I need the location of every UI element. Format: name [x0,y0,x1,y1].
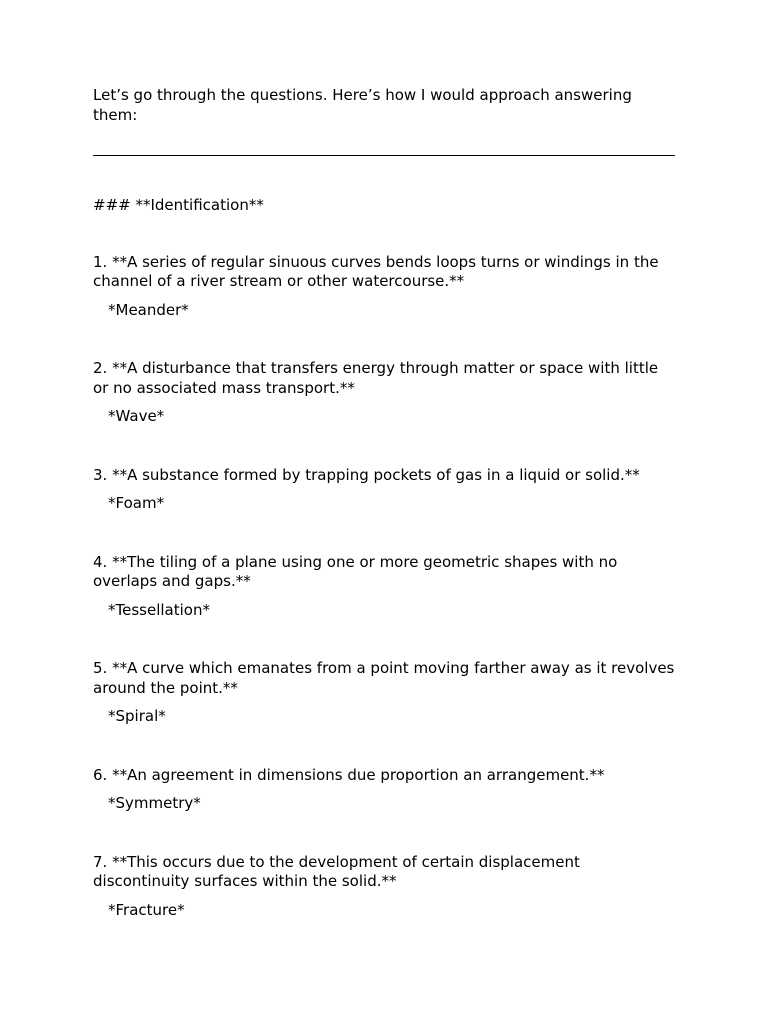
question-text: 4. **The tiling of a plane using one or more geometric shapes with no overlaps and gaps.** [93,552,618,590]
question-text: 7. **This occurs due to the development of certain displacement discontinuity surfaces within the solid.** [93,852,580,890]
question-answer: *Meander* [108,300,189,319]
question-item [93,253,675,321]
question-item [93,659,675,727]
question-text: 5. **A curve which emanates from a point moving farther away as it revolves around the point.** [93,659,675,697]
horizontal-rule [93,155,675,156]
question-answer: *Foam* [108,494,165,512]
question-item [93,553,675,621]
intro-paragraph: Let’s go through the questions. Here’s how I would approach answering them: [93,86,632,124]
document-page [93,86,675,959]
question-text: 3. **A substance formed by trapping pockets of gas in a liquid or solid.** [93,465,640,484]
question-text: 1. **A series of regular sinuous curves bends loops turns or windings in the channel of a river stream or other watercourse.** [93,252,659,290]
question-item [93,359,675,427]
question-answer: *Symmetry* [108,794,201,812]
question-item [93,853,675,921]
question-text: 6. **An agreement in dimensions due proportion an arrangement.** [93,765,605,784]
question-item [93,766,675,814]
question-text: 2. **A disturbance that transfers energy through matter or space with little or no associated mass transport.** [93,359,659,397]
question-answer: *Tessellation* [108,600,210,619]
question-answer: *Wave* [108,407,165,425]
question-list [93,253,675,921]
question-item [93,466,675,514]
question-answer: *Fracture* [108,900,185,919]
question-answer: *Spiral* [108,707,166,725]
section-heading: ### **Identification** [93,196,264,214]
